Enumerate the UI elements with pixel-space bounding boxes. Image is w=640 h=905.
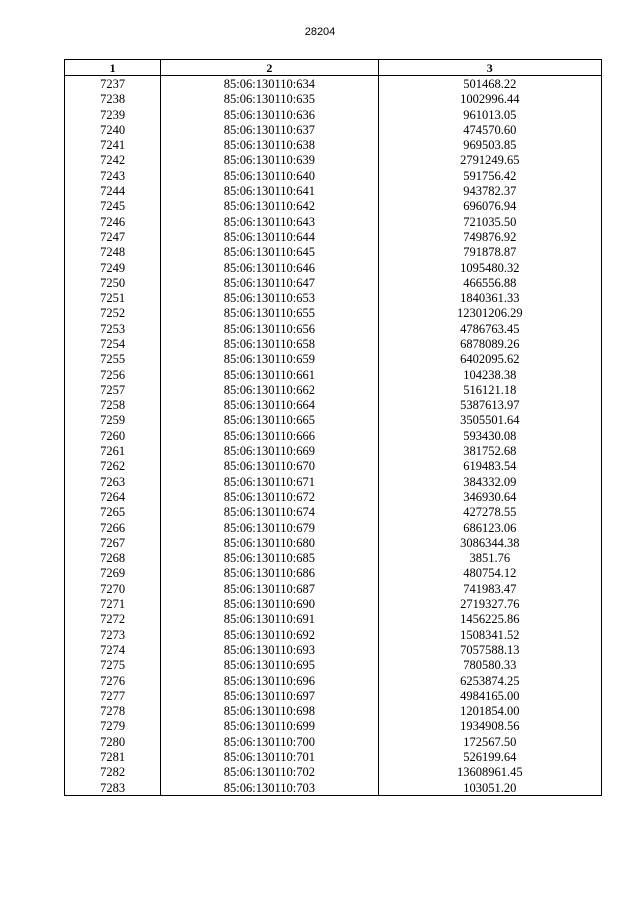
- cadastral-number-cell: 85:06:130110:693: [161, 642, 378, 657]
- table-row: [65, 734, 602, 749]
- cadastral-number-cell: 85:06:130110:700: [161, 734, 378, 749]
- table-row: [65, 336, 602, 351]
- table-row: [65, 505, 602, 520]
- row-number-cell: 7274: [65, 642, 161, 657]
- cadastral-value-cell: 1201854.00: [378, 703, 601, 718]
- cadastral-number-cell: 85:06:130110:659: [161, 352, 378, 367]
- cadastral-number-cell: 85:06:130110:665: [161, 413, 378, 428]
- table-row: [65, 627, 602, 642]
- cadastral-number-cell: 85:06:130110:644: [161, 229, 378, 244]
- cadastral-number-cell: 85:06:130110:645: [161, 245, 378, 260]
- cadastral-number-cell: 85:06:130110:686: [161, 566, 378, 581]
- cadastral-number-cell: 85:06:130110:701: [161, 749, 378, 764]
- page-number: 28204: [304, 26, 336, 38]
- cadastral-value-cell: 780580.33: [378, 658, 601, 673]
- cadastral-number-cell: 85:06:130110:671: [161, 474, 378, 489]
- table-row: [65, 168, 602, 183]
- cadastral-number-cell: 85:06:130110:669: [161, 443, 378, 458]
- table-row: [65, 612, 602, 627]
- table-row: [65, 780, 602, 796]
- row-number-cell: 7246: [65, 214, 161, 229]
- row-number-cell: 7253: [65, 321, 161, 336]
- cadastral-number-cell: 85:06:130110:634: [161, 76, 378, 92]
- cadastral-number-cell: 85:06:130110:703: [161, 780, 378, 796]
- table-row: [65, 581, 602, 596]
- table-row: [65, 474, 602, 489]
- cadastral-value-cell: 6402095.62: [378, 352, 601, 367]
- row-number-cell: 7254: [65, 336, 161, 351]
- cadastral-number-cell: 85:06:130110:638: [161, 137, 378, 152]
- cadastral-number-cell: 85:06:130110:674: [161, 505, 378, 520]
- table-row: [65, 214, 602, 229]
- cadastral-number-cell: 85:06:130110:656: [161, 321, 378, 336]
- cadastral-value-cell: 526199.64: [378, 749, 601, 764]
- row-number-cell: 7276: [65, 673, 161, 688]
- row-number-cell: 7282: [65, 765, 161, 780]
- row-number-cell: 7243: [65, 168, 161, 183]
- cadastral-value-cell: 1934908.56: [378, 719, 601, 734]
- cadastral-value-cell: 501468.22: [378, 76, 601, 92]
- table-row: [65, 658, 602, 673]
- cadastral-value-cell: 619483.54: [378, 459, 601, 474]
- cadastral-value-cell: 4984165.00: [378, 688, 601, 703]
- cadastral-value-cell: 5387613.97: [378, 398, 601, 413]
- row-number-cell: 7250: [65, 275, 161, 290]
- table-row: [65, 688, 602, 703]
- row-number-cell: 7270: [65, 581, 161, 596]
- cadastral-value-cell: 2719327.76: [378, 596, 601, 611]
- row-number-cell: 7271: [65, 596, 161, 611]
- row-number-cell: 7258: [65, 398, 161, 413]
- cadastral-number-cell: 85:06:130110:664: [161, 398, 378, 413]
- cadastral-number-cell: 85:06:130110:643: [161, 214, 378, 229]
- table-row: [65, 199, 602, 214]
- cadastral-value-cell: 427278.55: [378, 505, 601, 520]
- table-row: [65, 428, 602, 443]
- table-row: [65, 122, 602, 137]
- row-number-cell: 7278: [65, 703, 161, 718]
- row-number-cell: 7245: [65, 199, 161, 214]
- cadastral-number-cell: 85:06:130110:666: [161, 428, 378, 443]
- table-row: [65, 535, 602, 550]
- row-number-cell: 7262: [65, 459, 161, 474]
- table-row: [65, 290, 602, 305]
- row-number-cell: 7244: [65, 183, 161, 198]
- cadastral-value-cell: 969503.85: [378, 137, 601, 152]
- cadastral-value-cell: 1840361.33: [378, 290, 601, 305]
- cadastral-value-cell: 104238.38: [378, 367, 601, 382]
- cadastral-value-cell: 2791249.65: [378, 153, 601, 168]
- row-number-cell: 7256: [65, 367, 161, 382]
- table-row: [65, 551, 602, 566]
- table-row: [65, 459, 602, 474]
- cadastral-value-cell: 12301206.29: [378, 306, 601, 321]
- cadastral-value-table: [64, 59, 602, 796]
- table-row: [65, 183, 602, 198]
- cadastral-value-cell: 749876.92: [378, 229, 601, 244]
- table-row: [65, 321, 602, 336]
- table-row: [65, 673, 602, 688]
- column-header-2: 2: [161, 60, 378, 76]
- cadastral-value-cell: 6878089.26: [378, 336, 601, 351]
- cadastral-value-cell: 1456225.86: [378, 612, 601, 627]
- cadastral-value-cell: 686123.06: [378, 520, 601, 535]
- cadastral-number-cell: 85:06:130110:653: [161, 290, 378, 305]
- cadastral-value-cell: 346930.64: [378, 489, 601, 504]
- row-number-cell: 7242: [65, 153, 161, 168]
- cadastral-number-cell: 85:06:130110:639: [161, 153, 378, 168]
- table-header: [65, 60, 602, 76]
- cadastral-value-cell: 721035.50: [378, 214, 601, 229]
- table-row: [65, 367, 602, 382]
- cadastral-number-cell: 85:06:130110:635: [161, 92, 378, 107]
- row-number-cell: 7261: [65, 443, 161, 458]
- cadastral-number-cell: 85:06:130110:647: [161, 275, 378, 290]
- cadastral-value-cell: 381752.68: [378, 443, 601, 458]
- row-number-cell: 7275: [65, 658, 161, 673]
- row-number-cell: 7267: [65, 535, 161, 550]
- row-number-cell: 7241: [65, 137, 161, 152]
- table-row: [65, 306, 602, 321]
- cadastral-value-cell: 480754.12: [378, 566, 601, 581]
- table-row: [65, 153, 602, 168]
- row-number-cell: 7283: [65, 780, 161, 796]
- table-row: [65, 107, 602, 122]
- table-row: [65, 260, 602, 275]
- cadastral-number-cell: 85:06:130110:680: [161, 535, 378, 550]
- cadastral-number-cell: 85:06:130110:679: [161, 520, 378, 535]
- table-row: [65, 137, 602, 152]
- row-number-cell: 7259: [65, 413, 161, 428]
- table-row: [65, 76, 602, 92]
- row-number-cell: 7264: [65, 489, 161, 504]
- cadastral-number-cell: 85:06:130110:658: [161, 336, 378, 351]
- table-row: [65, 92, 602, 107]
- cadastral-value-cell: 13608961.45: [378, 765, 601, 780]
- row-number-cell: 7280: [65, 734, 161, 749]
- row-number-cell: 7251: [65, 290, 161, 305]
- cadastral-number-cell: 85:06:130110:696: [161, 673, 378, 688]
- table-row: [65, 398, 602, 413]
- cadastral-number-cell: 85:06:130110:672: [161, 489, 378, 504]
- cadastral-value-cell: 961013.05: [378, 107, 601, 122]
- cadastral-number-cell: 85:06:130110:662: [161, 382, 378, 397]
- table-body: [65, 76, 602, 796]
- row-number-cell: 7273: [65, 627, 161, 642]
- table-row: [65, 642, 602, 657]
- table-row: [65, 352, 602, 367]
- cadastral-number-cell: 85:06:130110:646: [161, 260, 378, 275]
- row-number-cell: 7247: [65, 229, 161, 244]
- row-number-cell: 7266: [65, 520, 161, 535]
- table-row: [65, 596, 602, 611]
- table-row: [65, 245, 602, 260]
- table-row: [65, 229, 602, 244]
- row-number-cell: 7257: [65, 382, 161, 397]
- row-number-cell: 7239: [65, 107, 161, 122]
- table-row: [65, 719, 602, 734]
- cadastral-value-cell: 7057588.13: [378, 642, 601, 657]
- table-row: [65, 382, 602, 397]
- table-row: [65, 443, 602, 458]
- cadastral-value-cell: 791878.87: [378, 245, 601, 260]
- cadastral-value-cell: 4786763.45: [378, 321, 601, 336]
- column-header-1: 1: [65, 60, 161, 76]
- cadastral-number-cell: 85:06:130110:692: [161, 627, 378, 642]
- cadastral-number-cell: 85:06:130110:702: [161, 765, 378, 780]
- row-number-cell: 7263: [65, 474, 161, 489]
- cadastral-number-cell: 85:06:130110:695: [161, 658, 378, 673]
- cadastral-number-cell: 85:06:130110:636: [161, 107, 378, 122]
- cadastral-number-cell: 85:06:130110:655: [161, 306, 378, 321]
- cadastral-number-cell: 85:06:130110:699: [161, 719, 378, 734]
- cadastral-value-cell: 1508341.52: [378, 627, 601, 642]
- table-row: [65, 765, 602, 780]
- cadastral-number-cell: 85:06:130110:661: [161, 367, 378, 382]
- row-number-cell: 7252: [65, 306, 161, 321]
- row-number-cell: 7248: [65, 245, 161, 260]
- cadastral-value-cell: 384332.09: [378, 474, 601, 489]
- cadastral-value-cell: 1095480.32: [378, 260, 601, 275]
- table-row: [65, 520, 602, 535]
- cadastral-value-cell: 943782.37: [378, 183, 601, 198]
- column-header-3: 3: [378, 60, 601, 76]
- row-number-cell: 7265: [65, 505, 161, 520]
- row-number-cell: 7240: [65, 122, 161, 137]
- cadastral-number-cell: 85:06:130110:641: [161, 183, 378, 198]
- table-row: [65, 749, 602, 764]
- cadastral-number-cell: 85:06:130110:690: [161, 596, 378, 611]
- cadastral-value-cell: 593430.08: [378, 428, 601, 443]
- cadastral-number-cell: 85:06:130110:637: [161, 122, 378, 137]
- cadastral-value-cell: 591756.42: [378, 168, 601, 183]
- table-row: [65, 413, 602, 428]
- cadastral-value-cell: 6253874.25: [378, 673, 601, 688]
- cadastral-number-cell: 85:06:130110:642: [161, 199, 378, 214]
- cadastral-value-cell: 516121.18: [378, 382, 601, 397]
- cadastral-value-cell: 466556.88: [378, 275, 601, 290]
- row-number-cell: 7260: [65, 428, 161, 443]
- cadastral-value-cell: 696076.94: [378, 199, 601, 214]
- cadastral-value-cell: 3086344.38: [378, 535, 601, 550]
- cadastral-number-cell: 85:06:130110:687: [161, 581, 378, 596]
- row-number-cell: 7269: [65, 566, 161, 581]
- cadastral-value-cell: 3851.76: [378, 551, 601, 566]
- cadastral-number-cell: 85:06:130110:698: [161, 703, 378, 718]
- row-number-cell: 7279: [65, 719, 161, 734]
- table-row: [65, 566, 602, 581]
- row-number-cell: 7281: [65, 749, 161, 764]
- cadastral-value-cell: 103051.20: [378, 780, 601, 796]
- table-row: [65, 275, 602, 290]
- cadastral-number-cell: 85:06:130110:685: [161, 551, 378, 566]
- cadastral-number-cell: 85:06:130110:640: [161, 168, 378, 183]
- cadastral-value-cell: 474570.60: [378, 122, 601, 137]
- row-number-cell: 7272: [65, 612, 161, 627]
- row-number-cell: 7237: [65, 76, 161, 92]
- cadastral-number-cell: 85:06:130110:691: [161, 612, 378, 627]
- row-number-cell: 7249: [65, 260, 161, 275]
- cadastral-value-cell: 741983.47: [378, 581, 601, 596]
- row-number-cell: 7277: [65, 688, 161, 703]
- cadastral-value-cell: 3505501.64: [378, 413, 601, 428]
- cadastral-value-cell: 1002996.44: [378, 92, 601, 107]
- cadastral-value-cell: 172567.50: [378, 734, 601, 749]
- table-row: [65, 489, 602, 504]
- cadastral-number-cell: 85:06:130110:670: [161, 459, 378, 474]
- row-number-cell: 7255: [65, 352, 161, 367]
- cadastral-number-cell: 85:06:130110:697: [161, 688, 378, 703]
- table-row: [65, 703, 602, 718]
- row-number-cell: 7238: [65, 92, 161, 107]
- row-number-cell: 7268: [65, 551, 161, 566]
- table-header-row: [65, 60, 602, 76]
